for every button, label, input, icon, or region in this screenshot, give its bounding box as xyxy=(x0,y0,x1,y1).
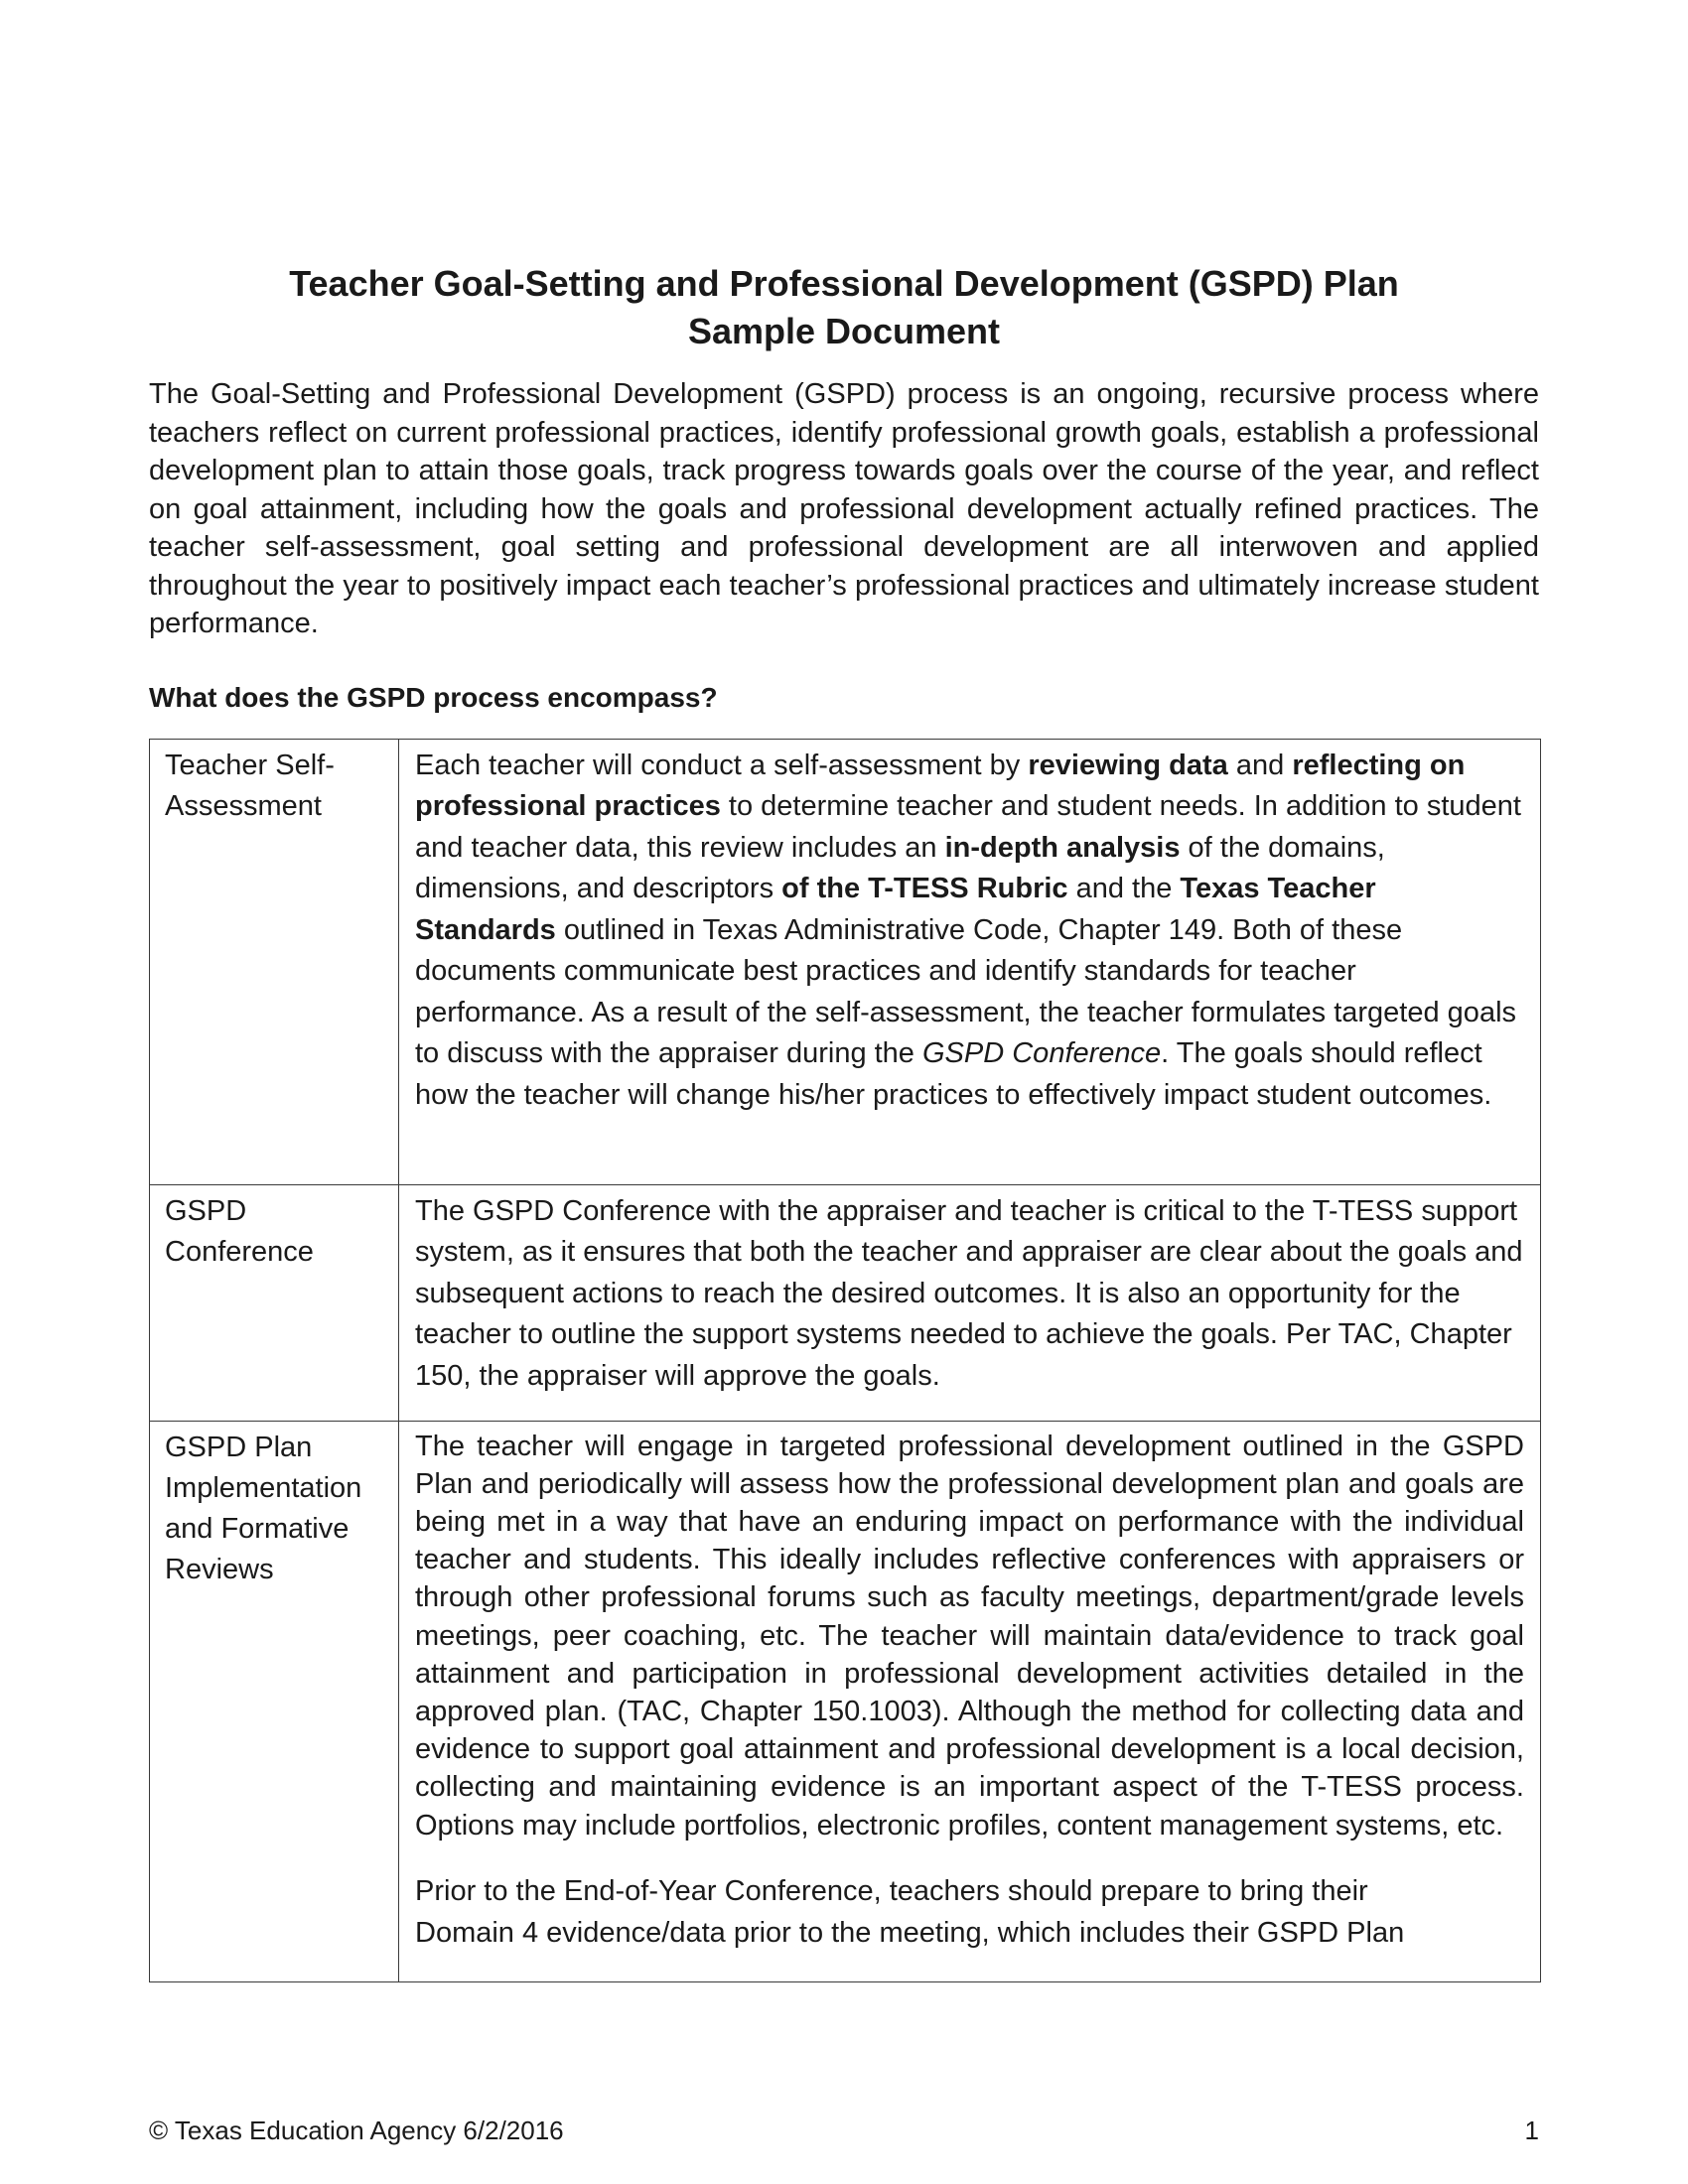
gspd-table xyxy=(149,739,1541,1982)
text-segment: outlined in Texas Administrative Code, Chapter 149. Both of these documents communicate best practices and identify standards for teacher performance. As a result of the self-assessment, the teacher formulates targeted goals to discuss with the appraiser during the xyxy=(415,913,1517,1069)
document-page xyxy=(149,260,1539,1982)
intro-paragraph: The Goal-Setting and Professional Development (GSPD) process is an ongoing, recursive process where teachers reflect on current professional practices, identify professional growth goals, establish a professional development plan to attain those goals, track progress towards goals over the course of the year, and reflect on goal attainment, including how the goals and professional development actually refined practices. The teacher self-assessment, goal setting and professional development are all interwoven and applied throughout the year to positively impact each teacher’s professional practices and ultimately increase student performance. xyxy=(149,378,1539,639)
description-cell xyxy=(399,1184,1541,1421)
self-assessment-description xyxy=(399,740,1540,1117)
term-line: Conference xyxy=(165,1235,314,1268)
term-line: GSPD xyxy=(165,1194,247,1227)
term-line: Teacher Self- xyxy=(165,749,335,781)
implementation-description: The teacher will engage in targeted professional development outlined in the GSPD Plan and periodically will assess how the professional development plan and goals are being met in a way that have an enduring impact on performance with the individual teacher and students. This ideally includes reflective conferences with appraisers or through other professional forums such as faculty meetings, department/grade levels meetings, peer coaching, etc. The teacher will maintain data/evidence to track goal attainment and participation in professional development activities detailed in the approved plan. (TAC, Chapter 150.1003). Although the method for collecting data and evidence to support goal attainment and professional development is a local decision, collecting and maintaining evidence is an important aspect of the T-TESS process. Options may include portfolios, electronic profiles, content management systems, etc. xyxy=(415,1430,1524,1842)
text-segment: . The goals should reflect how the teacher will change his/her practices to effectively impact student outcomes. xyxy=(415,1037,1492,1111)
section-question: What does the GSPD process encompass? xyxy=(149,681,718,713)
text-segment: Each teacher will conduct a self-assessment by xyxy=(415,749,1029,781)
end-of-year-note xyxy=(415,1870,1524,1954)
term-line: Assessment xyxy=(165,789,322,822)
page-number: 1 xyxy=(1524,2116,1539,2145)
emphasis-text: of the T-TESS Rubric xyxy=(781,873,1068,904)
table-row xyxy=(150,1184,1541,1421)
text-segment: and xyxy=(1227,749,1293,781)
term-cell xyxy=(150,739,399,1184)
page-title xyxy=(149,260,1539,355)
term-cell xyxy=(150,1184,399,1421)
term-cell xyxy=(150,1421,399,1981)
title-line-1: Teacher Goal-Setting and Professional Development (GSPD) Plan xyxy=(289,263,1399,304)
copyright-notice: © Texas Education Agency 6/2/2016 xyxy=(149,2116,564,2145)
description-cell xyxy=(399,1421,1541,1981)
description-cell xyxy=(399,739,1541,1184)
emphasis-text: in-depth analysis xyxy=(944,831,1181,864)
text-segment: and the xyxy=(1067,873,1181,904)
italic-text: GSPD Conference xyxy=(922,1037,1162,1069)
note-line: Domain 4 evidence/data prior to the meeting, which includes their GSPD Plan xyxy=(415,1916,1405,1949)
emphasis-text: reviewing data xyxy=(1028,749,1228,781)
term-line: Reviews xyxy=(165,1553,274,1585)
note-line: Prior to the End-of-Year Conference, teachers should prepare to bring their xyxy=(415,1874,1368,1907)
emphasis-text: reflecting on professional practices xyxy=(415,749,1466,822)
title-line-2: Sample Document xyxy=(687,311,1001,351)
text-segment: of the domains, dimensions, and descriptors xyxy=(415,831,1385,904)
term-line: and Formative xyxy=(165,1512,350,1545)
table-row xyxy=(150,1421,1541,1981)
conference-description: The GSPD Conference with the appraiser and teacher is critical to the T-TESS support system, as it ensures that both the teacher and appraiser are clear about the goals and subsequent actions to reach the desired outcomes. It is also an opportunity for the teacher to outline the support systems needed to achieve the goals. Per TAC, Chapter 150, the appraiser will approve the goals. xyxy=(415,1194,1523,1392)
term-line: Implementation xyxy=(165,1471,362,1504)
table-row xyxy=(150,739,1541,1184)
text-segment: to determine teacher and student needs. In addition to student and teacher data, this review includes an xyxy=(415,790,1521,864)
term-line: GSPD Plan xyxy=(165,1431,313,1463)
emphasis-text: Texas Teacher Standards xyxy=(415,873,1376,946)
